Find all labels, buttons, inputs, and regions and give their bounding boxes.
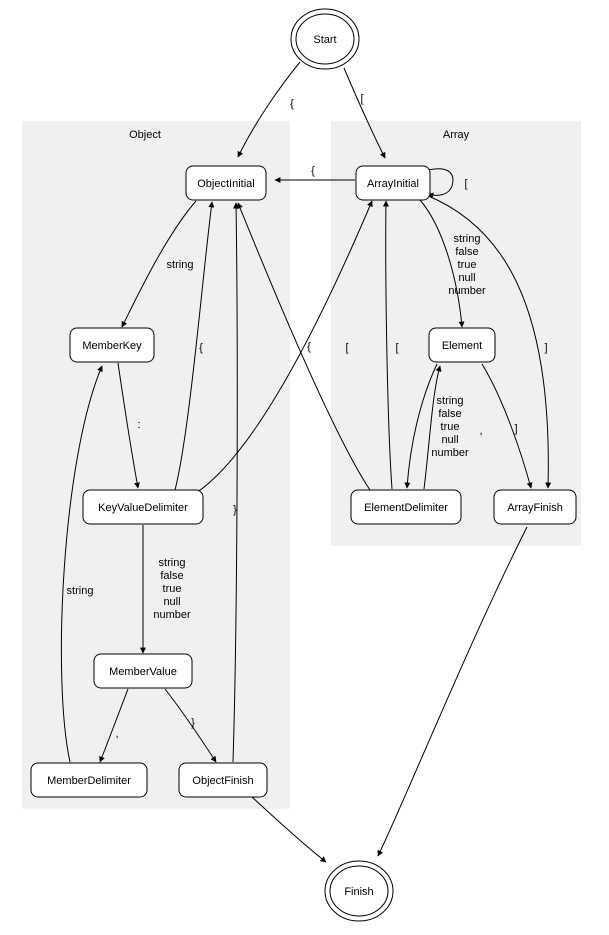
- node-membervalue[interactable]: [94, 654, 192, 688]
- edge-label-kvd-membervalue-line2: false: [160, 570, 184, 582]
- cluster-object-rect: [22, 121, 290, 809]
- edge-label-element-elementdelim-line2: false: [438, 408, 462, 420]
- node-objectinitial[interactable]: [186, 166, 266, 200]
- edge-label-membervalue-memberdelim: ,: [115, 728, 119, 740]
- node-start[interactable]: [291, 9, 359, 69]
- edge-label-start-array: [: [360, 93, 364, 105]
- node-arrayinitial-label: ArrayInitial: [367, 177, 419, 190]
- node-keyvaluedelimiter-label: KeyValueDelimiter: [98, 501, 188, 514]
- node-objectfinish-label: ObjectFinish: [192, 774, 254, 787]
- node-memberkey[interactable]: [70, 328, 154, 362]
- edge-arrayfinish-finish: [378, 527, 527, 856]
- edge-label-objectfinish-up: {: [307, 341, 311, 353]
- node-arrayinitial[interactable]: [356, 166, 430, 200]
- edge-label-array-element-line3: true: [457, 259, 477, 271]
- edge-label-kvd-object: {: [199, 342, 203, 354]
- node-arrayfinish-label: ArrayFinish: [507, 501, 563, 514]
- node-element[interactable]: [429, 328, 495, 362]
- edge-label-kvd-membervalue-line1: string: [158, 557, 186, 569]
- node-objectfinish[interactable]: [179, 763, 267, 797]
- edge-label-array-element-line4: null: [458, 272, 476, 284]
- edge-label-memberdelim-memberkey: string: [66, 585, 94, 597]
- node-membervalue-label: MemberValue: [109, 665, 177, 678]
- edge-label-object-memberkey: string: [166, 259, 194, 271]
- edge-label-objectfinish-brace: }: [233, 504, 237, 516]
- node-memberdelimiter-label: MemberDelimiter: [47, 774, 131, 787]
- cluster-object: [22, 121, 290, 809]
- node-objectinitial-label: ObjectInitial: [197, 177, 255, 190]
- node-finish-label: Finish: [344, 885, 374, 898]
- edge-label-element-elementdelim-line5: number: [431, 447, 469, 459]
- edge-label-array-object: {: [311, 165, 315, 177]
- edge-label-elementdelim-array2: [: [395, 342, 399, 354]
- node-keyvaluedelimiter[interactable]: [83, 490, 203, 524]
- edge-label-element-elementdelim-line1: string: [436, 395, 464, 407]
- node-elementdelimiter[interactable]: [351, 490, 461, 524]
- node-element-label: Element: [441, 339, 483, 352]
- edge-label-kvd-membervalue-line5: number: [153, 609, 191, 621]
- node-finish[interactable]: [325, 861, 393, 921]
- edge-label-element-elementdelim-line3: true: [440, 421, 460, 433]
- edge-label-kvd-membervalue-line4: null: [163, 596, 181, 608]
- edge-label-element-comma: ,: [479, 425, 483, 437]
- edge-label-membervalue-objectfinish: }: [191, 717, 195, 729]
- node-memberdelimiter[interactable]: [31, 763, 147, 797]
- edge-label-element-elementdelim-line4: null: [441, 434, 459, 446]
- edge-label-arrayfinish: ]: [544, 342, 548, 354]
- edge-label-memberkey-kvd: :: [137, 419, 141, 431]
- node-elementdelimiter-label: ElementDelimiter: [364, 501, 448, 514]
- edge-label-element-arrayfinish: ]: [514, 423, 518, 435]
- edge-label-kvd-membervalue-line3: true: [162, 583, 182, 595]
- cluster-object-label: Object: [129, 129, 161, 141]
- edge-label-array-element-line5: number: [448, 285, 486, 297]
- cluster-array-label: Array: [442, 129, 470, 141]
- node-arrayfinish[interactable]: [494, 490, 576, 524]
- edge-label-array-element-line2: false: [455, 246, 479, 258]
- edge-label-array-self: [: [464, 178, 468, 190]
- node-start-label: Start: [313, 33, 337, 46]
- node-memberkey-label: MemberKey: [82, 339, 142, 352]
- edge-label-start-object: {: [290, 98, 294, 110]
- edge-label-array-element-line1: string: [453, 233, 481, 245]
- edge-label-elementdelim-array: [: [345, 342, 349, 354]
